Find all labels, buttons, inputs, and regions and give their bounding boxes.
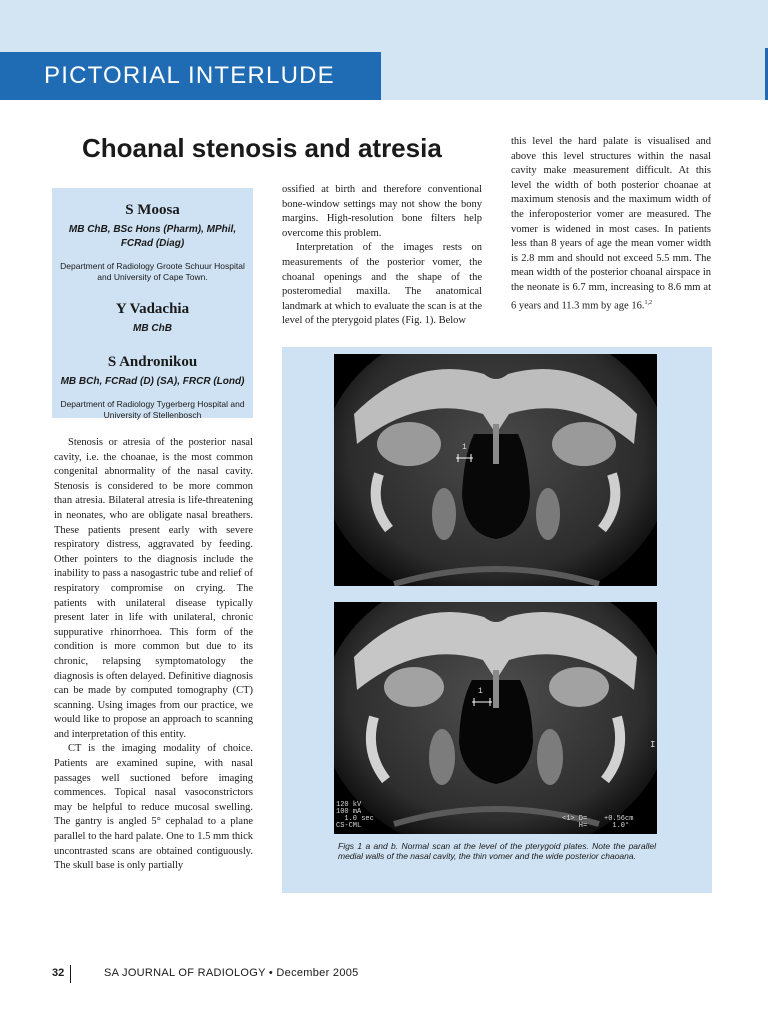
body-column-1 bbox=[54, 436, 253, 874]
author-name: Y Vadachia bbox=[115, 301, 190, 317]
author-name: S Andronikou bbox=[107, 354, 198, 370]
author-department: Department of Radiology Groote Schuur Hospital and University of Cape Town. bbox=[60, 261, 245, 282]
page-number: 32 bbox=[52, 967, 65, 979]
author-qualifications: MB ChB bbox=[133, 323, 172, 334]
body-paragraph: CT is the imaging modality of choice. Patients are examined supine, with nasal passages well suctioned before imaging commences. Topical nasal vasoconstrictors may be helpful to reduce mucosal swelling. The gantry is angled 5° cephalad to a plane parallel to the hard palate. One to 1.5 mm thick uncontrasted scans are obtained contiguously. The skull base is only partially bbox=[54, 743, 253, 872]
measurement-marker: 1 bbox=[462, 443, 467, 452]
body-paragraph: ossified at birth and therefore conventional bone-window settings may not show the bony margins. High-resolution bone filters help overcome this problem. bbox=[282, 184, 482, 239]
scan-parameters: 120 kV 100 mA 1.0 sec CS-CML bbox=[336, 801, 374, 830]
ct-scan-image-b bbox=[334, 602, 657, 834]
footer-divider bbox=[70, 965, 71, 983]
author-department: Department of Radiology Tygerberg Hospital and University of Stellenbosch bbox=[60, 399, 245, 420]
measurement-labels: <1> D= H= bbox=[562, 815, 588, 830]
author-qualifications: MB ChB, BSc Hons (Pharm), MPhil, FCRad (Diag) bbox=[68, 224, 237, 249]
edge-marker: I bbox=[650, 740, 656, 750]
figure-caption: Figs 1 a and b. Normal scan at the level of the pterygoid plates. Note the parallel medial walls of the nasal cavity, the thin vomer and the wide posterior chaoana. bbox=[338, 841, 656, 861]
body-paragraph: Stenosis or atresia of the posterior nasal cavity, i.e. the choanae, is the most common congenital abnormality of the nasal cavity. Stenosis is considered to be more common than atresia. Bilateral atresia is life-threatening in neonates, who are obligate nasal breathers. These patients present early with severe respiratory distress, aggravated by feeding. Other pointers to the diagnosis include the inability to pass a nasogastric tube and relief of respiratory compromise on crying. The patients with unilateral disease typically present later in life with unilateral, chronic suppurative rhinorrhoea. This form of the condition is more common but due to its chronic, relapsing symptomatology the diagnosis is often delayed. Definitive diagnosis can be made by computed tomography (CT) scanning. Using images from our practice, we would like to propose an approach to scanning and interpretation of this entity. bbox=[54, 437, 253, 740]
body-column-3 bbox=[511, 135, 711, 314]
author-box bbox=[52, 188, 253, 418]
journal-citation: SA JOURNAL OF RADIOLOGY • December 2005 bbox=[104, 967, 359, 979]
measurement-marker: 1 bbox=[478, 687, 483, 696]
author-name: S Moosa bbox=[125, 202, 180, 218]
ct-scan-image-a bbox=[334, 354, 657, 586]
body-column-2 bbox=[282, 183, 482, 329]
reference-superscript: 1,2 bbox=[644, 299, 652, 306]
body-paragraph: Interpretation of the images rests on measurements of the posterior vomer, the choanal openings and the shape of the posteromedial maxilla. The anatomical landmark at which to evaluate the scan is at the level of the pterygoid plates (Fig. 1). Below bbox=[282, 242, 482, 327]
ct-scan-graphic bbox=[334, 602, 657, 834]
ct-scan-graphic bbox=[334, 354, 657, 586]
measurement-values: +0.56cm 1.0° bbox=[604, 815, 634, 830]
author-qualifications: MB BCh, FCRad (D) (SA), FRCR (Lond) bbox=[60, 376, 245, 387]
article-title: Choanal stenosis and atresia bbox=[82, 133, 442, 163]
body-paragraph: this level the hard palate is visualised and above this level structures within the nasal cavity make measurement difficult. At this level the width of both posterior choanae at maximum stenosis and the maximum width of the inferoposterior vomer are measured. The vomer is widened in most cases. In patients less than 8 years of age the mean vomer width is 2.8 mm and should not exceed 5.5 mm. The mean width of the posterior choanal airspace in the neonate is 6.7 mm, increasing to 8.6 mm at 6 years and 11.3 mm by age 16.$^{1,2}$ bbox=[511, 136, 711, 312]
section-banner: PICTORIAL INTERLUDE bbox=[0, 52, 381, 100]
figure-panel bbox=[282, 347, 712, 893]
